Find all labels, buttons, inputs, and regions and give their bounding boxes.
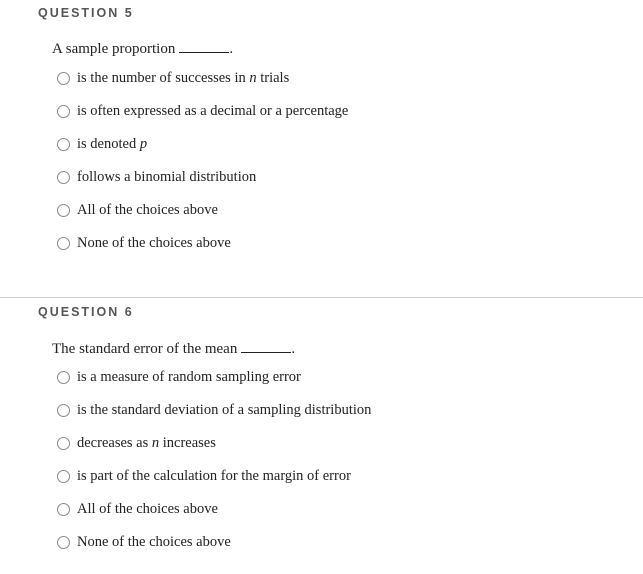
- option-label[interactable]: None of the choices above: [77, 534, 231, 550]
- option-label[interactable]: is denoted p: [77, 136, 148, 152]
- answer-blank: [241, 341, 291, 353]
- radio-button[interactable]: [57, 503, 70, 516]
- radio-button[interactable]: [57, 72, 70, 85]
- option-label[interactable]: is the number of successes in n trials: [77, 70, 290, 86]
- prompt-suffix: .: [229, 41, 234, 57]
- option-label[interactable]: is the standard deviation of a sampling distribution: [77, 402, 372, 418]
- prompt-suffix: .: [291, 341, 296, 357]
- radio-button[interactable]: [57, 105, 70, 118]
- option-label[interactable]: All of the choices above: [77, 202, 218, 218]
- option-label[interactable]: follows a binomial distribution: [77, 169, 257, 185]
- variable-p: p: [139, 136, 148, 152]
- variable-n: n: [249, 70, 257, 86]
- radio-button[interactable]: [57, 237, 70, 250]
- radio-button[interactable]: [57, 536, 70, 549]
- answer-blank: [179, 41, 229, 53]
- question-header: QUESTION 5: [38, 6, 134, 20]
- question-prompt: [52, 41, 233, 58]
- option-label[interactable]: is a measure of random sampling error: [77, 369, 301, 385]
- prompt-text: A sample proportion: [52, 41, 176, 57]
- radio-button[interactable]: [57, 470, 70, 483]
- radio-button[interactable]: [57, 371, 70, 384]
- option-label[interactable]: None of the choices above: [77, 235, 231, 251]
- radio-button[interactable]: [57, 138, 70, 151]
- question-prompt: [52, 341, 295, 358]
- option-label[interactable]: is part of the calculation for the margin of error: [77, 468, 351, 484]
- prompt-text: The standard error of the mean: [52, 341, 238, 357]
- option-label[interactable]: is often expressed as a decimal or a percentage: [77, 103, 349, 119]
- option-label[interactable]: decreases as n increases: [77, 435, 216, 451]
- option-label[interactable]: All of the choices above: [77, 501, 218, 517]
- radio-button[interactable]: [57, 437, 70, 450]
- question-header: QUESTION 6: [38, 305, 134, 319]
- radio-button[interactable]: [57, 404, 70, 417]
- radio-button[interactable]: [57, 171, 70, 184]
- section-divider: [0, 297, 643, 298]
- radio-button[interactable]: [57, 204, 70, 217]
- variable-n: n: [151, 435, 160, 451]
